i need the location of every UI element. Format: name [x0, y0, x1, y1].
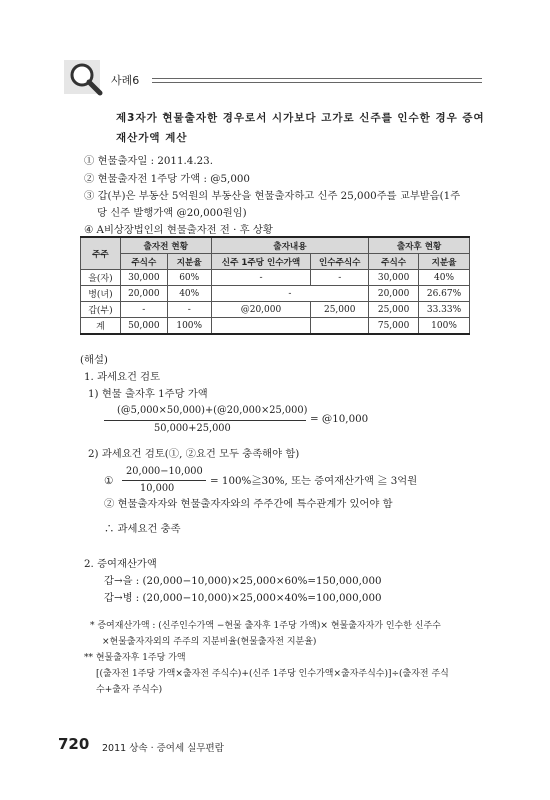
calc-line-2: 갑→병 : (20,000−10,000)×25,000×40%=100,000,000: [104, 592, 382, 604]
section-1-2: 2) 과세요건 검토(①, ②요건 모두 충족해야 함): [88, 448, 300, 460]
fact-3-cont: 당 신주 발행가액 @20,000원임): [97, 207, 247, 219]
th-before: 출자전 현황: [120, 237, 211, 254]
header-rule: [152, 78, 482, 83]
shareholding-table: [80, 236, 470, 335]
page-number: 720: [58, 735, 90, 753]
book-title: 2011 상속 · 증여세 실무편람: [102, 743, 224, 754]
table-row: [81, 286, 470, 302]
conclusion: ∴ 과세요건 충족: [104, 523, 181, 535]
th-new-price: 신주 1주당 인수가액: [211, 254, 311, 270]
th-ratio-after: 지분율: [419, 254, 470, 270]
table-cell: -: [211, 286, 369, 302]
table-cell: 계: [81, 318, 121, 335]
table-cell: 75,000: [369, 318, 419, 335]
table-cell: @20,000: [211, 302, 311, 318]
condition-2: ② 현물출자자와 현물출자자와의 주주간에 특수관계가 있어야 함: [104, 498, 393, 510]
fact-3: ③ 갑(부)은 부동산 5억원의 부동산을 현물출자하고 신주 25,000주를 교부받음(1주: [84, 190, 461, 202]
note-2-formula: [(출자전 1주당 가액×출자전 주식수)+(신주 1주당 인수가액×출자주식수)]÷(출자전 주식: [96, 669, 449, 679]
table-cell: 26.67%: [419, 286, 470, 302]
th-after: 출자후 현황: [369, 237, 470, 254]
fraction-1-line: [104, 420, 306, 421]
fraction-2-denominator: 10,000: [140, 483, 175, 494]
table-cell: [211, 318, 311, 335]
table-cell: 100%: [167, 318, 211, 335]
note-2: ** 현물출자후 1주당 가액: [84, 653, 186, 663]
fraction-2-line: [122, 480, 206, 481]
fraction-2-numerator: 20,000−10,000: [126, 466, 203, 477]
th-ratio: 지분율: [167, 254, 211, 270]
case-title-line2: 재산가액 계산: [116, 132, 188, 144]
table-cell: 20,000: [369, 286, 419, 302]
table-row: [81, 270, 470, 286]
section-1-heading: 1. 과세요건 검토: [84, 371, 161, 383]
table-cell: -: [311, 270, 369, 286]
solution-heading: (해설): [80, 354, 108, 366]
table-cell: 30,000: [120, 270, 167, 286]
th-shares-after: 주식수: [369, 254, 419, 270]
table-cell: [311, 318, 369, 335]
th-shareholder: 주주: [81, 237, 121, 270]
fraction-1-denominator: 50,000+25,000: [154, 423, 231, 434]
table-cell: 40%: [419, 270, 470, 286]
th-acq-shares: 인수주식수: [311, 254, 369, 270]
table-cell: 25,000: [369, 302, 419, 318]
table-cell: 33.33%: [419, 302, 470, 318]
case-label: 사례6: [111, 74, 140, 87]
table-cell: 병(녀): [81, 286, 121, 302]
section-1-1: 1) 현물 출자후 1주당 가액: [88, 388, 208, 400]
fraction-1-result: = @10,000: [310, 413, 369, 425]
table-cell: -: [211, 270, 311, 286]
table-cell: -: [120, 302, 167, 318]
table-cell: 25,000: [311, 302, 369, 318]
fact-2: ② 현물출자전 1주당 가액 : @5,000: [84, 173, 250, 185]
fraction-2-result: = 100%≧30%, 또는 증여재산가액 ≧ 3억원: [210, 475, 418, 487]
table-cell: 갑(부): [81, 302, 121, 318]
table-cell: 100%: [419, 318, 470, 335]
section-2-heading: 2. 증여재산가액: [84, 558, 157, 570]
note-2-formula-cont: 수+출자 주식수): [96, 685, 163, 695]
th-content: 출자내용: [211, 237, 369, 254]
fraction-1-numerator: (@5,000×50,000)+(@20,000×25,000): [117, 405, 308, 416]
table-cell: 50,000: [120, 318, 167, 335]
note-1-cont: ×현물출자자외의 주주의 지분비율(현물출자전 지분율): [102, 637, 317, 647]
table-cell: -: [167, 302, 211, 318]
table-row: [81, 318, 470, 335]
magnifier-icon: [62, 58, 106, 98]
table-cell: 20,000: [120, 286, 167, 302]
calc-line-1: 갑→을 : (20,000−10,000)×25,000×60%=150,000,000: [104, 575, 382, 587]
condition-1-mark: ①: [104, 475, 114, 487]
table-cell: 을(자): [81, 270, 121, 286]
table-cell: 30,000: [369, 270, 419, 286]
case-title-line1: 제3자가 현물출자한 경우로서 시가보다 고가로 신주를 인수한 경우 증여: [116, 112, 485, 124]
fact-1: ① 현물출자일 : 2011.4.23.: [84, 155, 213, 167]
table-row: [81, 302, 470, 318]
table-cell: 40%: [167, 286, 211, 302]
th-shares: 주식수: [120, 254, 167, 270]
fact-4: ④ A비상장법인의 현물출자전 전 · 후 상황: [84, 224, 273, 236]
table-cell: 60%: [167, 270, 211, 286]
note-1: * 증여재산가액 : (신주인수가액 −현물 출자후 1주당 가액)× 현물출자자가 인수한 신주수: [90, 621, 441, 631]
